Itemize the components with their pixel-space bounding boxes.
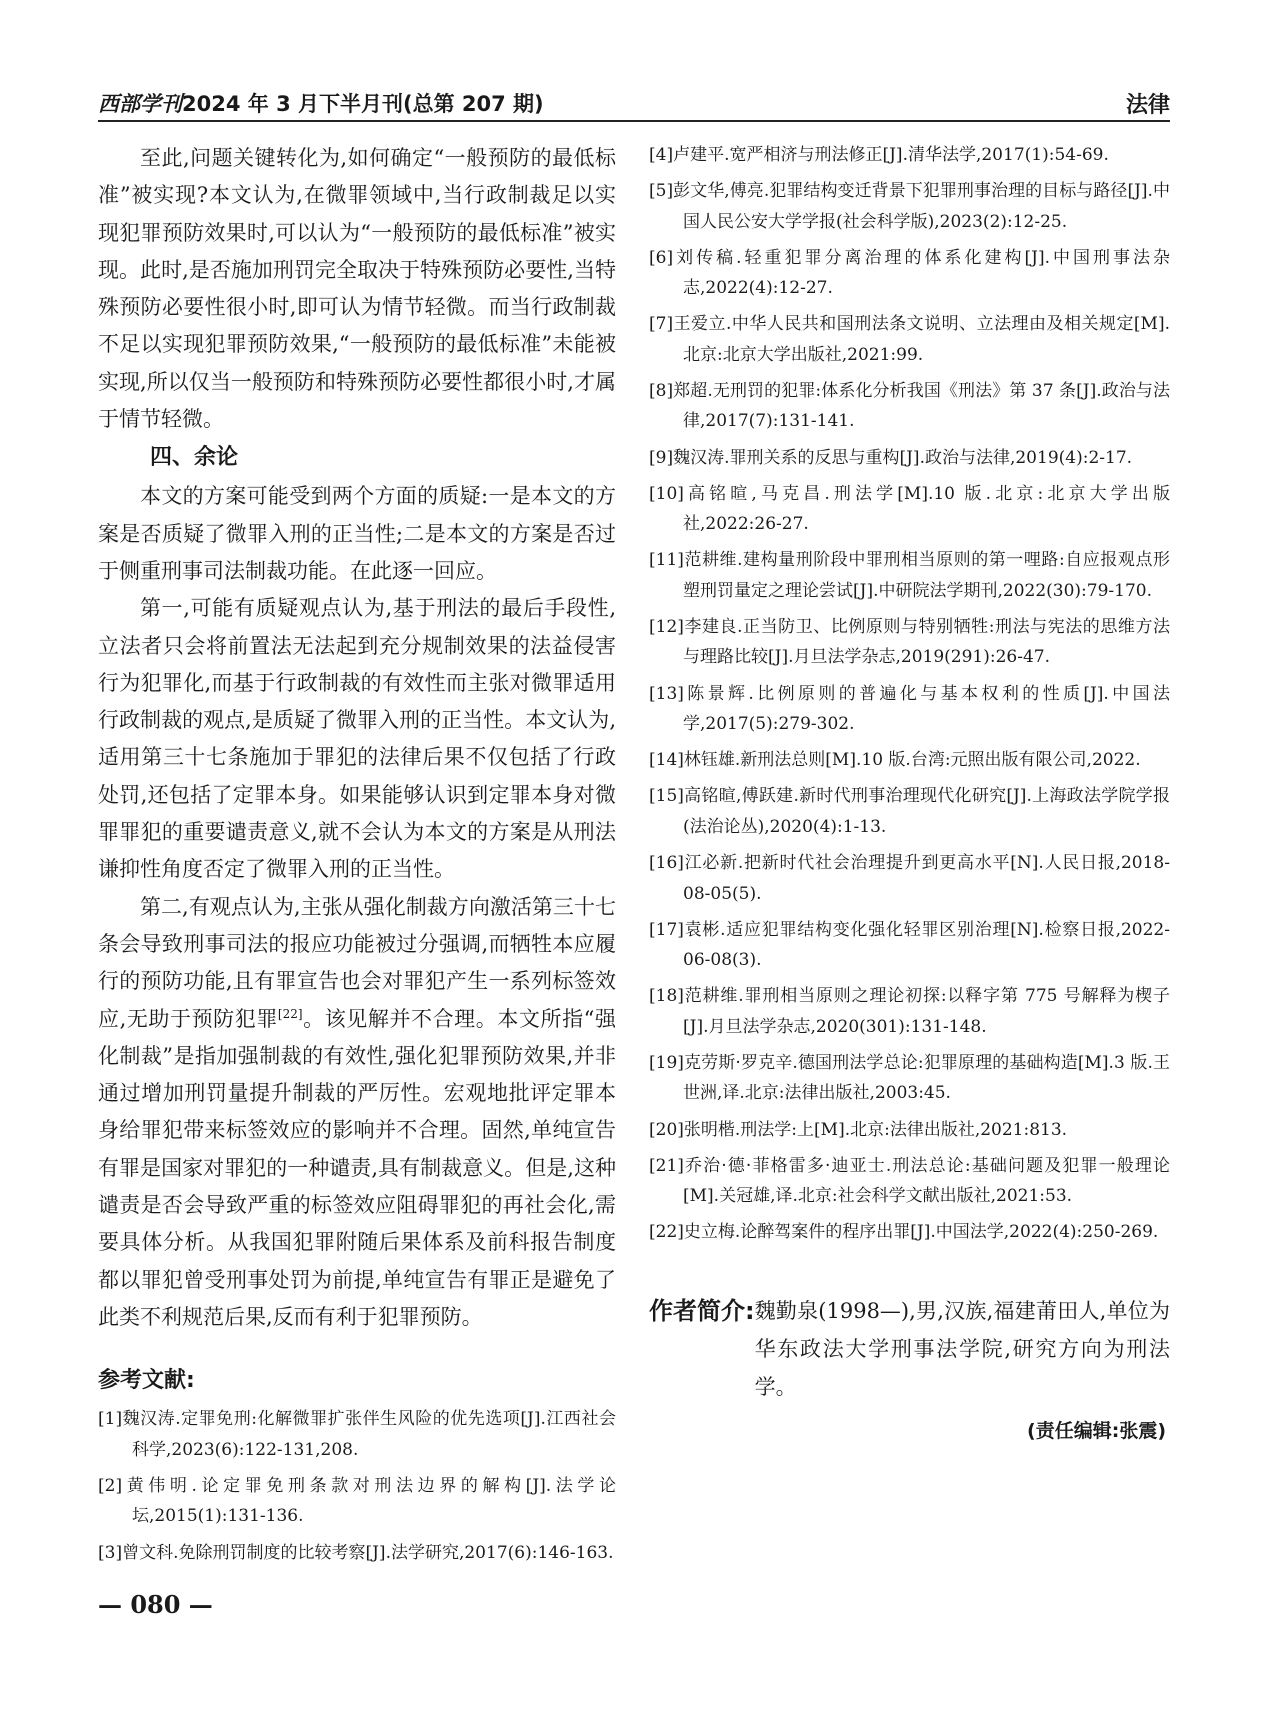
- references-list-right: [649, 140, 1170, 1248]
- reference-item: [3]曾文科.免除刑罚制度的比较考察[J].法学研究,2017(6):146-163.: [98, 1542, 614, 1563]
- reference-item: [22]史立梅.论醉驾案件的程序出罪[J].中国法学,2022(4):250-269.: [649, 1222, 1159, 1243]
- reference-item: [6]刘传稿.轻重犯罪分离治理的体系化建构[J].中国刑事法杂志,2022(4):12-27.: [649, 247, 1170, 299]
- reference-item: [8]郑超.无刑罚的犯罪:体系化分析我国《刑法》第 37 条[J].政治与法律,2017(7):131-141.: [649, 381, 1170, 432]
- journal-logo: 西部学刊: [98, 91, 182, 116]
- page-header: [98, 86, 1170, 122]
- page-number: — 080 —: [98, 1590, 213, 1619]
- issue-info: 2024 年 3 月下半月刊(总第 207 期): [182, 92, 544, 116]
- author-bio-label: 作者简介:: [649, 1296, 755, 1325]
- right-column: [649, 140, 1170, 1446]
- author-bio-text: 魏勤泉(1998—),男,汉族,福建莆田人,单位为华东政法大学刑事法学院,研究方向为刑法学。: [754, 1298, 1170, 1399]
- reference-item: [17]袁彬.适应犯罪结构变化强化轻罪区别治理[N].检察日报,2022-06-08(3).: [649, 919, 1170, 971]
- paragraph-3: 第一,可能有质疑观点认为,基于刑法的最后手段性,立法者只会将前置法无法起到充分规制效果的法益侵害行为犯罪化,而基于行政制裁的有效性而主张对微罪适用行政制裁的观点,是质疑了微罪入刑的正当性。本文认为,适用第三十七条施加于罪犯的法律后果不仅包括了行政处罚,还包括了定罪本身。如果能够认识到定罪本身对微罪罪犯的重要谴责意义,就不会认为本文的方案是从刑法谦抑性角度否定了微罪入刑的正当性。: [98, 596, 616, 882]
- reference-item: [15]高铭暄,傅跃建.新时代刑事治理现代化研究[J].上海政法学院学报(法治论丛),2020(4):1-13.: [649, 786, 1170, 837]
- left-column: [98, 140, 616, 1574]
- paragraph-4: [98, 889, 616, 1337]
- author-bio: [649, 1292, 1170, 1406]
- reference-item: [18]范耕维.罪刑相当原则之理论初探:以释字第 775 号解释为楔子[J].月旦法学杂志,2020(301):131-148.: [649, 986, 1170, 1037]
- section-heading: 四、余论: [150, 445, 239, 471]
- reference-item: [20]张明楷.刑法学:上[M].北京:法律出版社,2021:813.: [649, 1119, 1068, 1140]
- references-heading: 参考文献:: [98, 1368, 195, 1394]
- citation-marker[interactable]: [22]: [277, 1006, 303, 1021]
- reference-item: [21]乔治·德·菲格雷多·迪亚士.刑法总论:基础问题及犯罪一般理论[M].关冠雄,译.北京:社会科学文献出版社,2021:53.: [649, 1155, 1170, 1207]
- paragraph-1: 至此,问题关键转化为,如何确定“一般预防的最低标准”被实现?本文认为,在微罪领域中,当行政制裁足以实现犯罪预防效果时,可以认为“一般预防的最低标准”被实现。此时,是否施加刑罚完全取决于特殊预防必要性,当特殊预防必要性很小时,即可认为情节轻微。而当行政制裁不足以实现犯罪预防效果,“一般预防的最低标准”未能被实现,所以仅当一般预防和特殊预防必要性都很小时,才属于情节轻微。: [98, 146, 616, 432]
- reference-item: [1]魏汉涛.定罪免刑:化解微罪扩张伴生风险的优先选项[J].江西社会科学,2023(6):122-131,208.: [98, 1409, 616, 1460]
- paragraph-2: 本文的方案可能受到两个方面的质疑:一是本文的方案是否质疑了微罪入刑的正当性;二是本文的方案是否过于侧重刑事司法制裁功能。在此逐一回应。: [98, 484, 616, 583]
- reference-item: [16]江必新.把新时代社会治理提升到更高水平[N].人民日报,2018-08-05(5).: [649, 853, 1170, 904]
- reference-item: [19]克劳斯·罗克辛.德国刑法学总论:犯罪原理的基础构造[M].3 版.王世洲,译.北京:法律出版社,2003:45.: [649, 1052, 1170, 1104]
- paragraph-4-part-a: 第二,有观点认为,主张从强化制裁方向激活第三十七条会导致刑事司法的报应功能被过分强调,而牺牲本应履行的预防功能,且有罪宣告也会对罪犯产生一系列标签效应,无助于预防犯罪: [98, 894, 616, 1031]
- reference-item: [5]彭文华,傅亮.犯罪结构变迁背景下犯罪刑事治理的目标与路径[J].中国人民公安大学学报(社会科学版),2023(2):12-25.: [649, 181, 1170, 232]
- reference-item: [10]高铭暄,马克昌.刑法学[M].10 版.北京:北京大学出版社,2022:26-27.: [649, 483, 1170, 535]
- reference-item: [13]陈景辉.比例原则的普遍化与基本权利的性质[J].中国法学,2017(5):279-302.: [649, 683, 1170, 735]
- section-title: 法律: [1125, 93, 1170, 118]
- responsible-editor: (责任编辑:张震): [1027, 1419, 1166, 1442]
- reference-item: [7]王爱立.中华人民共和国刑法条文说明、立法理由及相关规定[M].北京:北京大学出版社,2021:99.: [649, 314, 1170, 365]
- reference-item: [2]黄伟明.论定罪免刑条款对刑法边界的解构[J].法学论坛,2015(1):131-136.: [98, 1476, 616, 1527]
- article-body: [98, 140, 616, 1336]
- reference-item: [9]魏汉涛.罪刑关系的反思与重构[J].政治与法律,2019(4):2-17.: [649, 447, 1133, 468]
- reference-item: [12]李建良.正当防卫、比例原则与特别牺牲:刑法与宪法的思维方法与理路比较[J].月旦法学杂志,2019(291):26-47.: [649, 617, 1170, 668]
- reference-item: [14]林钰雄.新刑法总则[M].10 版.台湾:元照出版有限公司,2022.: [649, 750, 1141, 771]
- journal-masthead: [98, 88, 544, 118]
- references-list-left: [98, 1404, 616, 1568]
- paragraph-4-part-b: 。该见解并不合理。本文所指“强化制裁”是指加强制裁的有效性,强化犯罪预防效果,并非通过增加刑罚量提升制裁的严厉性。宏观地批评定罪本身给罪犯带来标签效应的影响并不合理。固然,单纯宣告有罪是国家对罪犯的一种谴责,具有制裁意义。但是,这种谴责是否会导致严重的标签效应阻碍罪犯的再社会化,需要具体分析。从我国犯罪附随后果体系及前科报告制度都以罪犯曾受刑事处罚为前提,单纯宣告有罪正是避免了此类不利规范后果,反而有利于犯罪预防。: [98, 1006, 616, 1329]
- reference-item: [4]卢建平.宽严相济与刑法修正[J].清华法学,2017(1):54-69.: [649, 145, 1109, 165]
- reference-item: [11]范耕维.建构量刑阶段中罪刑相当原则的第一哩路:自应报观点形塑刑罚量定之理论尝试[J].中研院法学期刊,2022(30):79-170.: [649, 550, 1170, 601]
